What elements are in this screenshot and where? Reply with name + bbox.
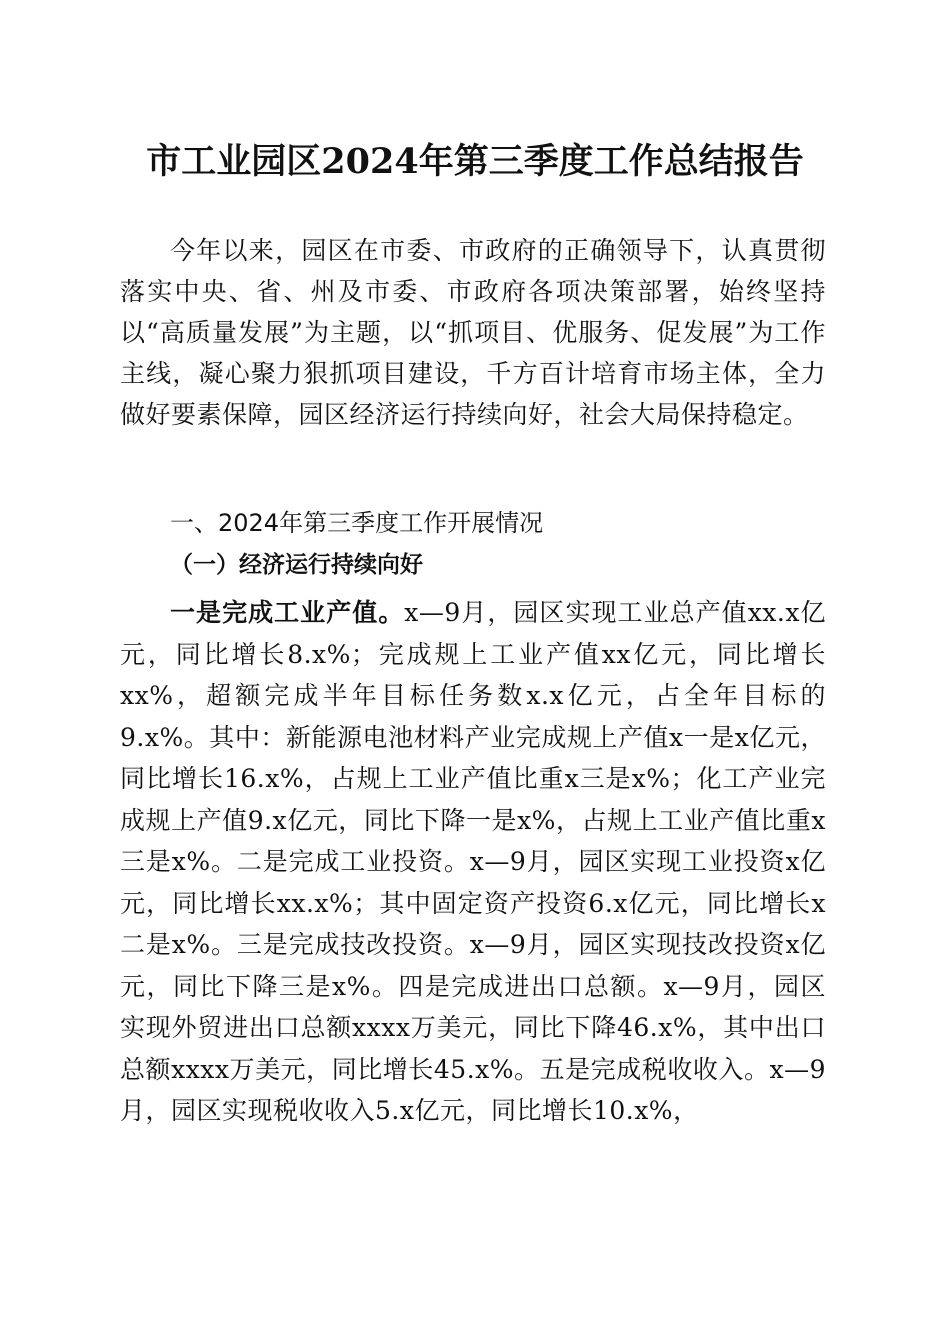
section-heading: 一、2024年第三季度工作开展情况 (170, 509, 544, 537)
document-title: 市工业园区2024年第三季度工作总结报告 (146, 141, 804, 182)
economic-paragraph (120, 592, 826, 1132)
intro-paragraph: 今年以来，园区在市委、市政府的正确领导下，认真贯彻落实中央、省、州及市委、市政府各项决策部署，始终坚持以“高质量发展”为主题，以“抓项目、优服务、促发展”为工作主线，凝心聚力狠抓项目建设，千方百计培育市场主体，全力做好要素保障，园区经济运行持续向好，社会大局保持稳定。 (120, 236, 826, 429)
paragraph-body: x—9月，园区实现工业总产值xx.x亿元，同比增长8.x%；完成规上工业产值xx亿元，同比增长xx%，超额完成半年目标任务数x.x亿元，占全年目标的9.x%。其中：新能源电池材料产业完成规上产值x一是x亿元，同比增长16.x%，占规上工业产值比重x三是x%；化工产业完成规上产值9.x亿元，同比下降一是x%，占规上工业产值比重x三是x%。二是完成工业投资。x—9月，园区实现工业投资x亿元，同比增长xx.x%；其中固定资产投资6.x亿元，同比增长x二是x%。三是完成技改投资。x—9月，园区实现技改投资x亿元，同比下降三是x%。四是完成进出口总额。x—9月，园区实现外贸进出口总额xxxx万美元，同比下降46.x%，其中出口总额xxxx万美元，同比增长45.x%。五是完成税收收入。x—9月，园区实现税收收入5.x亿元，同比增长10.x%， (120, 598, 826, 1125)
subsection-heading: （一）经济运行持续向好 (170, 551, 423, 578)
paragraph-lead: 一是完成工业产值。 (170, 598, 405, 627)
